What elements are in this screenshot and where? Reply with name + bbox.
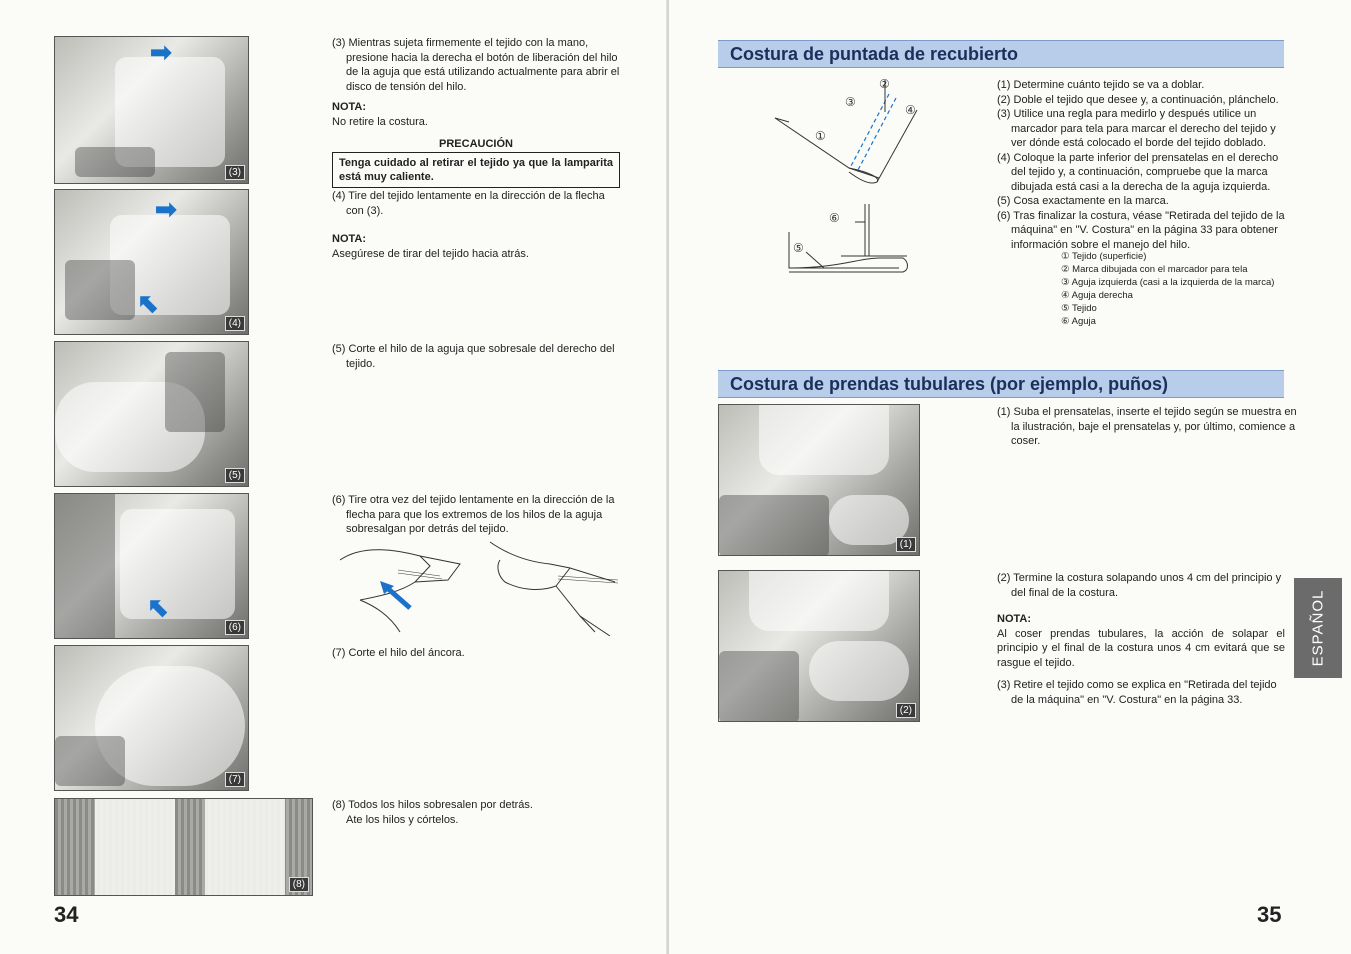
photo-label: (8) [289,877,309,892]
arrow-icon: ➡ [150,37,172,67]
photo-step-4 [54,189,249,335]
step-8-line-1: (8) Todos los hilos sobresalen por detrás. [332,799,533,811]
language-tab-label: ESPAÑOL [1309,589,1327,667]
step-3-block [332,36,620,188]
arrow-icon: ⬉ [137,288,159,318]
diagram-legend [1061,250,1289,328]
photo-label: (5) [225,468,245,483]
photo-label: (6) [225,620,245,635]
diagram-label-5: ⑤ [793,241,804,255]
nota-2-text: Asegúrese de tirar del tejido hacia atrás. [332,247,529,260]
step-6-illustration [330,536,622,636]
caution-block [332,137,620,188]
diagram-label-1: ① [815,129,826,143]
step-8-block [332,798,620,827]
caution-text: Tenga cuidado al retirar el tejido ya que la lamparita está muy caliente. [332,152,620,188]
coverstitch-step-3: (3) Utilice una regla para medirlo y después utilice un marcador para tela para marcar el derecho del tejido y ver dónde está colocado el borde del tejido doblado. [997,108,1276,149]
step-6-text: (6) Tire otra vez del tejido lentamente en la dirección de la flecha para que los extremos de los hilos de la aguja sobresalgan por detrás del tejido. [332,494,615,535]
language-tab [1294,578,1342,678]
coverstitch-step-2: (2) Doble el tejido que desee y, a continuación, plánchelo. [997,93,1279,106]
legend-item: ① Tejido (superficie) [1061,251,1147,262]
step-8-line-2: Ate los hilos y córtelos. [346,813,459,826]
tubular-step-2-block [997,571,1285,707]
coverstitch-step-4: (4) Coloque la parte inferior del prensatelas en el derecho del tejido y, a continuación, compruebe que la marca dibujada está casi a la derecha de la aguja izquierda. [997,151,1279,193]
nota-2-title: NOTA: [332,233,367,245]
photo-step-8 [54,798,313,896]
coverstitch-step-6: (6) Tras finalizar la costura, véase "Retirada del tejido de la máquina" en "V. Costura" en la página 33 para obtener información sobre el manejo del hilo. [997,209,1285,251]
tubular-step-1: (1) Suba el prensatelas, inserte el tejido según se muestra en la ilustración, baje el prensatelas y, por último, comience a coser. [997,406,1297,447]
step-4-text: (4) Tire del tejido lentamente en la dirección de la flecha con (3). [332,190,605,217]
photo-label: (2) [896,703,916,718]
legend-item: ④ Aguja derecha [1061,290,1133,301]
page-number-right: 35 [1257,902,1282,927]
photo-label: (7) [225,772,245,787]
legend-item: ② Marca dibujada con el marcador para tela [1061,264,1248,275]
diagram-label-2: ② [879,77,890,91]
step-4-block [332,189,620,261]
photo-tubular-2 [718,570,920,722]
diagram-label-4: ④ [905,103,916,117]
step-7-text: (7) Corte el hilo del áncora. [332,647,465,659]
photo-step-7 [54,645,249,791]
step-3-text: (3) Mientras sujeta firmemente el tejido con la mano, presione hacia la derecha el botón de liberación del hilo de la aguja que está utilizando actualmente para abrir el disco de tensión del hilo. [332,37,620,93]
arrow-icon: ➡ [155,194,177,224]
photo-step-3 [54,36,249,184]
nota-1-text: No retire la costura. [332,115,428,128]
section-title-tubular: Costura de prendas tubulares (por ejemplo, puños) [718,370,1284,398]
nota-1-title: NOTA: [332,101,367,113]
photo-label: (1) [896,537,916,552]
photo-label: (4) [225,316,245,331]
tubular-nota-text: Al coser prendas tubulares, la acción de solapar el principio y el final de la costura unos 4 cm evitará que se rasgue el tejido. [997,627,1285,669]
photo-step-6 [54,493,249,639]
coverstitch-steps [997,78,1285,252]
left-page [0,0,668,954]
diagram-label-6: ⑥ [829,211,840,225]
diagram-label-3: ③ [845,95,856,109]
tubular-step-2: (2) Termine la costura solapando unos 4 cm del principio y del final de la costura. [997,572,1282,599]
caution-title: PRECAUCIÓN [439,138,513,150]
step-5-text: (5) Corte el hilo de la aguja que sobresale del derecho del tejido. [332,343,615,370]
legend-item: ⑥ Aguja [1061,316,1096,327]
coverstitch-step-5: (5) Cosa exactamente en la marca. [997,195,1169,207]
photo-tubular-1 [718,404,920,556]
coverstitch-diagram [769,72,969,282]
section-title-coverstitch: Costura de puntada de recubierto [718,40,1284,68]
legend-item: ③ Aguja izquierda (casi a la izquierda de la marca) [1061,277,1275,288]
right-page [669,0,1351,954]
tubular-nota-title: NOTA: [997,613,1032,625]
coverstitch-step-1: (1) Determine cuánto tejido se va a doblar. [997,79,1205,91]
page-number-left: 34 [54,902,79,927]
photo-step-5 [54,341,249,487]
legend-item: ⑤ Tejido [1061,303,1097,314]
arrow-icon: ⬉ [147,592,169,622]
tubular-step-3: (3) Retire el tejido como se explica en "Retirada del tejido de la máquina" en "V. Costura" en la página 33. [997,679,1277,706]
photo-label: (3) [225,165,245,180]
